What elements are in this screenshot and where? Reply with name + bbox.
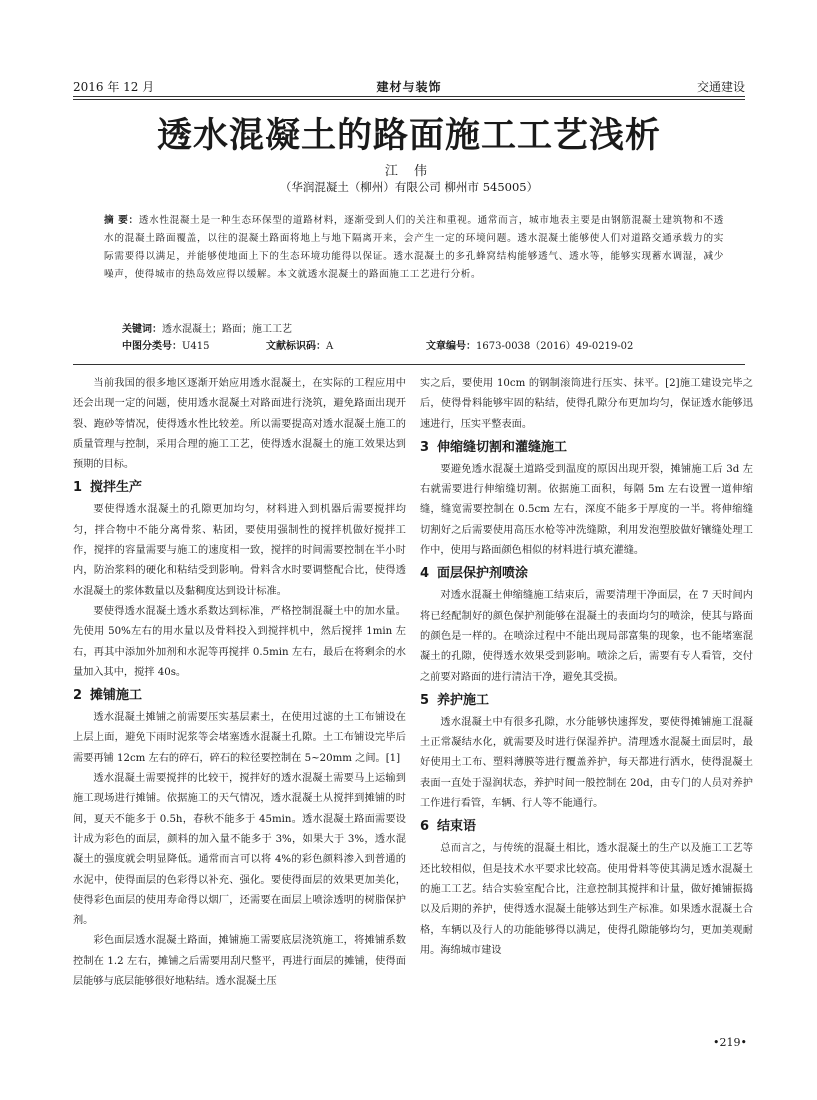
abstract (104, 212, 724, 284)
article-number (426, 337, 633, 352)
intro-paragraph: 当前我国的很多地区逐渐开始应用透水混凝土，在实际的工程应用中还会出现一定的问题，使用透水混凝土对路面进行浇筑，避免路面出现开裂、跑砂等情况，使得透水性比较差。所以需要提高对透水混凝土施工的质量管理与控制，采用合理的施工工艺，使得透水混凝土的施工效果达到预期的目标。 (73, 378, 406, 471)
paragraph: 要避免透水混凝土道路受到温度的原因出现开裂，摊铺施工后 3d 左右就需要进行伸缩缝切割。依据施工面积，每隔 5m 左右设置一道伸缩缝，缝宽需要控制在 0.5cm 左右，深度不能多于厚度的一半。将伸缩缝切割好之后需要使用高压水枪等冲洗缝隙，利用发泡塑胶做好镶缝处理工作中，使用与路面颜色相似的材料进行填充灌缝。 (420, 463, 753, 557)
section-heading-1 (73, 477, 406, 499)
keywords-text: 透水混凝土；路面；施工工艺 (162, 324, 292, 335)
section-heading-3 (420, 437, 753, 459)
section-title: 结束语 (437, 819, 477, 835)
paragraph: 要使得透水混凝土透水系数达到标准，严格控制混凝土中的加水量。先使用 50%左右的用水量以及骨料投入到搅拌机中，然后搅拌 1min 左右，再其中添加外加剂和水泥等再搅拌 0.5min 左右，最后在将剩余的水量加入其中，搅拌 40s。 (73, 605, 406, 678)
section-heading-6 (420, 816, 753, 838)
abstract-label: 摘 要： (104, 215, 139, 226)
article-number-label: 文章编号： (426, 341, 476, 352)
paragraph: 透水混凝土摊铺之前需要压实基层素土，在使用过滤的土工布铺设在上层上面，避免下雨时泥浆等会堵塞透水混凝土孔隙。土工布铺设完毕后需要再铺 12cm 左右的碎石，碎石的粒径要控制在 5~20mm 之间。[1] (73, 712, 406, 764)
section-number: 3 (420, 439, 430, 455)
section-heading-4 (420, 563, 753, 585)
section-number: 5 (420, 692, 430, 708)
paragraph: 透水混凝土中有很多孔隙，水分能够快速挥发，要使得摊铺施工混凝土正常凝结水化，就需要及时进行保湿养护。清理透水混凝土面层时，最好使用土工布、塑料薄膜等进行覆盖养护，每天都进行洒水，使得混凝土表面一直处于湿润状态，养护时间一般控制在 20d，由专门的人员对养护工作进行看管，车辆、行人等不能通行。 (420, 716, 753, 810)
classification-line (122, 337, 682, 353)
issue-date: 2016 年 12 月 (73, 80, 155, 94)
paragraph: 彩色面层透水混凝土路面，摊铺施工需要底层浇筑施工，将摊铺系数控制在 1.2 左右，摊铺之后需要用刮尺整平，再进行面层的摊铺，使得面层能够与底层能够很好地粘结。透水混凝土压 (73, 935, 406, 988)
paragraph: 要使得透水混凝土的孔隙更加均匀，材料进入到机器后需要搅拌均匀，拌合物中不能分离骨浆、粘团，要使用强制性的搅拌机做好搅拌工作，搅拌的容量需要与施工的速度相一致，搅拌的时间需要控制在半小时内，防治浆料的硬化和粘结受到影响。骨料含水时要调整配合比，使得透水混凝土的浆体数量以及黏稠度达到设计标准。 (73, 504, 406, 597)
section-number: 4 (420, 566, 430, 582)
keywords-label: 关键词： (122, 324, 162, 335)
keywords (122, 320, 292, 335)
paper-title: 透水混凝土的路面施工工艺浅析 (156, 115, 661, 156)
journal-name: 建材与装饰 (376, 80, 442, 94)
body-rule (73, 364, 745, 365)
doc-code-value: A (326, 341, 334, 352)
section-heading-5 (420, 690, 753, 712)
clc-value: U415 (182, 341, 210, 352)
section-name: 交通建设 (696, 80, 745, 94)
section-title: 面层保护剂喷涂 (437, 566, 529, 582)
author-name: 江 伟 (384, 164, 434, 179)
paragraph: 透水混凝土需要搅拌的比较干，搅拌好的透水混凝土需要马上运输到施工现场进行摊铺。依据施工的天气情况，透水混凝土从搅拌到摊铺的时间，夏天不能多于 0.5h，春秋不能多于 45min。透水混凝土路面需要设计成为彩色的面层，颜料的加入量不能多于 3%，如果大于 3%，透水混凝土的强度就会明显降低。通常而言可以将 4%的彩色颜料渗入到普通的水泥中，使得面层的色彩得以补充、强化。要使得面层的效果更加美化，使得彩色面层的使用寿命得以烟厂，还需要在面层上喷涂透明的树脂保护剂。 (73, 773, 406, 927)
abstract-text: 透水性混凝土是一种生态环保型的道路材料，逐渐受到人们的关注和重视。通常而言，城市地表主要是由钢筋混凝土建筑物和不透水的混凝土路面覆盖，以往的混凝土路面将地上与地下隔离开来，会产生一定的环境问题。透水混凝土能够使人们对道路交通承载力的实际需要得以满足，并能够使地面上下的生态环境功能得以保证。透水混凝土的多孔蜂窝结构能够透气、透水等，能够实现蓄水调湿，减少噪声，使得城市的热岛效应得以缓解。本文就透水混凝土的路面施工工艺进行分析。 (104, 215, 724, 280)
continued-paragraph: 实之后，要使用 10cm 的钢制滚筒进行压实、抹平。[2]施工建设完毕之后，使得骨料能够牢固的粘结，使得孔隙分布更加均匀，保证透水能够迅速进行，压实平整表面。 (420, 378, 753, 430)
section-title: 养护施工 (437, 692, 490, 708)
clc-label: 中图分类号： (122, 341, 182, 352)
running-header (73, 78, 745, 96)
article-number-value: 1673-0038（2016）49-0219-02 (476, 341, 634, 352)
header-rule-thin (73, 99, 745, 100)
section-title: 摊铺施工 (90, 688, 143, 704)
clc-number (122, 337, 210, 352)
page-number: •219• (713, 1036, 747, 1049)
paragraph: 对透水混凝土伸缩缝施工结束后，需要清理干净面层，在 7 天时间内将已经配制好的颜色保护剂能够在混凝土的表面均匀的喷涂，使其与路面的颜色是一样的。在喷涂过程中不能出现局部富集的现象，也不能堵塞混凝土的孔隙，使得透水效果受到影响。喷涂之后，需要有专人看管，交付之前要对路面的进行清洁干净，避免其受损。 (420, 590, 753, 683)
section-title: 搅拌生产 (90, 480, 143, 496)
paragraph: 总而言之，与传统的混凝土相比，透水混凝土的生产以及施工工艺等还比较相似，但是技术水平要求比较高。使用骨料等使其满足透水混凝土的施工工艺。结合实验室配合比，注意控制其搅拌和计量，做好摊铺振捣以及后期的养护，使得透水混凝土能够达到生产标准。如果透水混凝土合格，车辆以及行人的功能能够得以满足，使得孔隙能够均匀，更加美观耐用。海绵城市建设 (420, 843, 753, 956)
doc-code-label: 文献标识码： (266, 341, 326, 352)
author-affiliation: （华润混凝土（柳州）有限公司 柳州市 545005） (279, 180, 539, 194)
document-code (266, 337, 333, 352)
header-rule (73, 96, 745, 97)
left-column (73, 374, 406, 992)
section-heading-2 (73, 685, 406, 707)
section-title: 伸缩缝切割和灌缝施工 (437, 439, 568, 455)
section-number: 2 (73, 688, 83, 704)
right-column (420, 374, 753, 961)
section-number: 1 (73, 480, 83, 496)
section-number: 6 (420, 819, 430, 835)
